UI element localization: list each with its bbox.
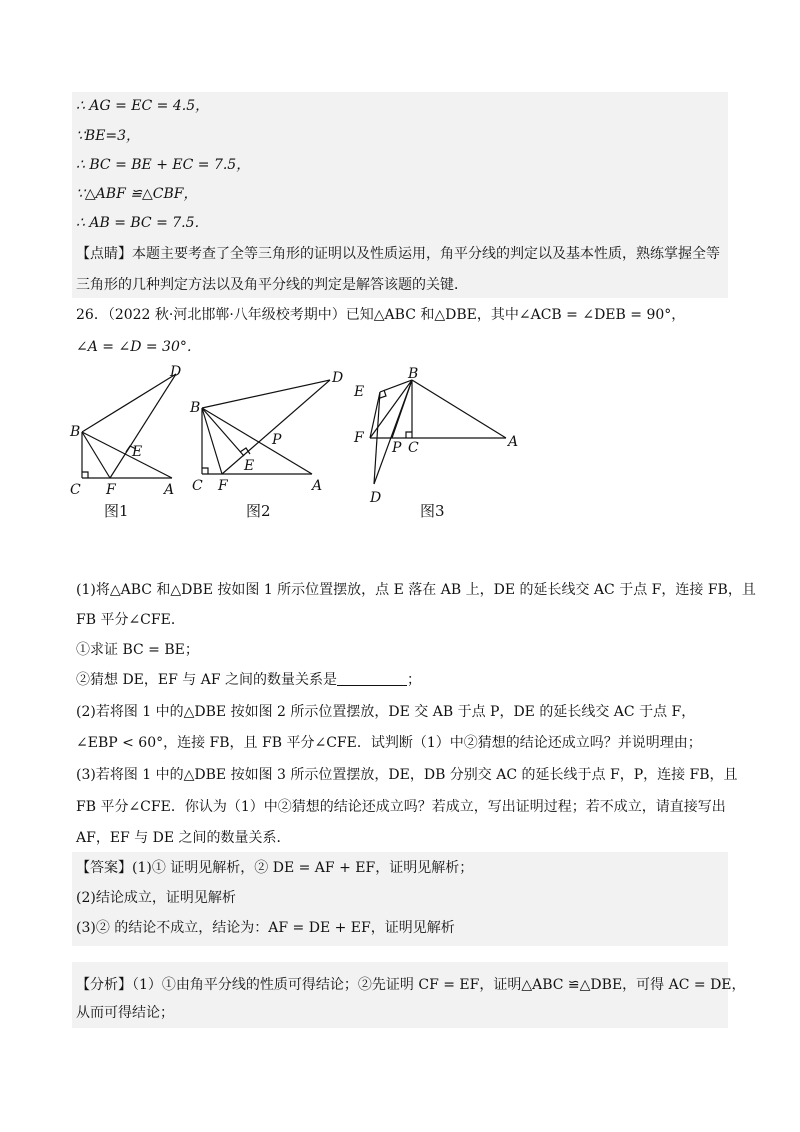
question-3c: AF，EF 与 DE 之间的数量关系． [76,830,291,846]
comment-line-1: 【点睛】本题主要考查了全等三角形的证明以及性质运用，角平分线的判定以及基本性质，熟练掌握全等 [76,246,720,262]
question-1b: FB 平分∠CFE． [76,612,185,628]
problem-header: 26．（2022 秋·河北邯郸·八年级校考期中）已知△ABC 和△DBE，其中∠ACB = ∠DEB = 90°， [76,307,686,323]
question-1d [76,670,421,690]
fig1-label-c: C [70,482,81,498]
fig3-label-d: D [370,490,382,506]
fig3-label-f: F [354,430,364,446]
answer-line-1: 【答案】(1)① 证明见解析，② DE = AF + EF，证明见解析； [76,860,474,876]
solution-line-2: ∵BE=3， [76,128,141,144]
fig1-label-b: B [70,424,81,440]
figure-2 [190,372,360,502]
solution-line-4: ∵△ABF ≌△CBF， [76,186,198,202]
fig2-label-d: D [332,370,344,386]
comment-line-2: 三角形的几种判定方法以及角平分线的判定是解答该题的关键． [76,277,468,293]
fig3-label-e: E [354,384,365,400]
fig2-label-b: B [190,400,201,416]
answer-blank[interactable] [337,671,407,686]
fig3-label-p: P [392,440,402,456]
question-2b: ∠EBP < 60°，连接 FB，且 FB 平分∠CFE．试判断（1）中②猜想的结论还成立吗？并说明理由； [76,735,702,751]
question-3a: (3)若将图 1 中的△DBE 按如图 3 所示位置摆放，DE，DB 分别交 AC 的延长线于点 F，P，连接 FB，且 [76,767,738,783]
problem-header-2: ∠A = ∠D = 30°． [76,339,201,355]
fig1-label-f: F [106,482,116,498]
analysis-line-1: 【分析】（1）①由角平分线的性质可得结论；②先证明 CF = EF，证明△ABC ≌△DBE，可得 AC = DE， [76,977,746,993]
fig2-label-f: F [218,478,228,494]
fig2-label-c: C [192,478,203,494]
solution-line-1: ∴ AG = EC = 4.5， [76,98,210,114]
fig3-label-b: B [408,366,419,382]
fig2-label-a: A [312,478,323,494]
fig1-label-a: A [164,482,175,498]
question-2a: (2)若将图 1 中的△DBE 按如图 2 所示位置摆放，DE 交 AB 于点 P，DE 的延长线交 AC 于点 F， [76,704,696,720]
fig3-label-a: A [508,434,519,450]
figure-3 [346,362,519,512]
question-1c: ①求证 BC = BE； [76,642,199,658]
solution-line-3: ∴ BC = BE + EC = 7.5， [76,157,251,173]
fig1-label-e: E [132,444,143,460]
question-1d-text: ②猜想 DE，EF 与 AF 之间的数量关系是 [76,672,338,688]
fig2-label-e: E [244,458,255,474]
question-1d-end: ； [407,672,422,688]
analysis-line-2: 从而可得结论； [76,1005,174,1021]
fig2-caption: 图2 [246,502,271,520]
fig1-label-d: D [170,364,182,380]
fig1-caption: 图1 [104,502,129,520]
question-1a: (1)将△ABC 和△DBE 按如图 1 所示位置摆放，点 E 落在 AB 上，DE 的延长线交 AC 于点 F，连接 FB，且 [76,582,756,598]
fig3-caption: 图3 [420,502,445,520]
fig2-label-p: P [272,432,282,448]
question-3b: FB 平分∠CFE．你认为（1）中②猜想的结论还成立吗？若成立，写出证明过程；若不成立，请直接写出 [76,799,726,815]
solution-line-5: ∴ AB = BC = 7.5． [76,215,209,231]
fig3-label-c: C [408,440,419,456]
answer-line-2: (2)结论成立，证明见解析 [76,890,236,906]
answer-line-3: (3)② 的结论不成立，结论为：AF = DE + EF，证明见解析 [76,920,455,936]
